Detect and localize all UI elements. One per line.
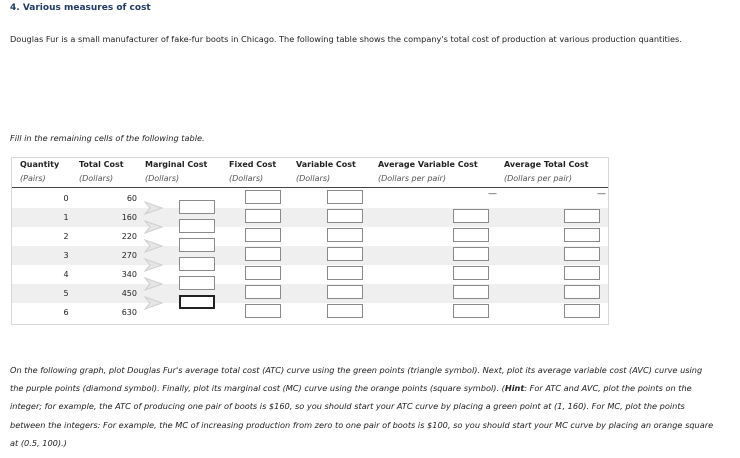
header-marginal-cost: Marginal Cost: [145, 160, 208, 169]
quantity-cell: 6: [63, 308, 69, 317]
total-cost-cell: 270: [121, 251, 137, 260]
section-title: 4. Various measures of cost: [10, 3, 151, 13]
table-row: [12, 284, 608, 303]
chevron-right-icon: [143, 257, 165, 273]
intro-text: Douglas Fur is a small manufacturer of fake-fur boots in Chicago. The following table shows the company's total cost of production at various production quantities.: [10, 34, 682, 44]
avc-input[interactable]: [453, 266, 489, 280]
total-cost-cell: 340: [121, 270, 137, 279]
unit-average-total-cost: (Dollars per pair): [504, 174, 572, 183]
atc-input[interactable]: [564, 285, 600, 299]
fixed-cost-input[interactable]: [245, 247, 281, 261]
variable-cost-input[interactable]: [327, 247, 363, 261]
marginal-cost-input[interactable]: [179, 276, 215, 290]
variable-cost-input[interactable]: [327, 209, 363, 223]
total-cost-cell: 60: [126, 194, 137, 203]
atc-input[interactable]: [564, 209, 600, 223]
total-cost-cell: 450: [121, 289, 137, 298]
quantity-cell: 0: [63, 194, 69, 203]
unit-total-cost: (Dollars): [79, 174, 114, 183]
variable-cost-input[interactable]: [327, 266, 363, 280]
avc-input[interactable]: [453, 285, 489, 299]
marginal-cost-input[interactable]: [179, 257, 215, 271]
avc-input[interactable]: [453, 247, 489, 261]
variable-cost-input[interactable]: [327, 304, 363, 318]
table-row: [12, 246, 608, 265]
table-instruction: Fill in the remaining cells of the following table.: [10, 133, 205, 143]
chevron-right-icon: [143, 295, 165, 311]
unit-fixed-cost: (Dollars): [229, 174, 264, 183]
total-cost-cell: 630: [121, 308, 137, 317]
marginal-cost-input-active[interactable]: [179, 295, 215, 309]
quantity-cell: 3: [63, 251, 69, 260]
avc-input[interactable]: [453, 228, 489, 242]
hint-label: Hint: [504, 383, 525, 394]
fixed-cost-input[interactable]: [245, 228, 281, 242]
chevron-right-icon: [143, 219, 165, 235]
total-cost-cell: 160: [121, 213, 137, 222]
header-fixed-cost: Fixed Cost: [229, 160, 277, 169]
quantity-cell: 4: [63, 270, 69, 279]
unit-variable-cost: (Dollars): [296, 174, 331, 183]
atc-input[interactable]: [564, 266, 600, 280]
avc-cell: —: [488, 189, 497, 199]
header-average-total-cost: Average Total Cost: [504, 160, 589, 169]
fixed-cost-input[interactable]: [245, 190, 281, 204]
avc-input[interactable]: [453, 304, 489, 318]
atc-input[interactable]: [564, 228, 600, 242]
quantity-cell: 5: [63, 289, 69, 298]
chevron-right-icon: [143, 238, 165, 254]
unit-quantity: (Pairs): [20, 174, 46, 183]
variable-cost-input[interactable]: [327, 190, 363, 204]
table-row: [12, 208, 608, 227]
graph-instructions-part1: On the following graph, plot Douglas Fur's average total cost (ATC) curve using the green points (triangle symbol). Next, plot its average variable cost (AVC) curve using the purple points (diamond symbol). Finally, plot its marginal cost (MC) curve using the orange points (square symbol). (: [10, 365, 703, 394]
quantity-cell: 2: [63, 232, 69, 241]
table-row: [12, 189, 608, 208]
header-quantity: Quantity: [20, 160, 60, 169]
header-total-cost: Total Cost: [79, 160, 124, 169]
fixed-cost-input[interactable]: [245, 285, 281, 299]
header-variable-cost: Variable Cost: [296, 160, 356, 169]
marginal-cost-input[interactable]: [179, 219, 215, 233]
fixed-cost-input[interactable]: [245, 266, 281, 280]
header-average-variable-cost: Average Variable Cost: [378, 160, 478, 169]
fixed-cost-input[interactable]: [245, 209, 281, 223]
chevron-right-icon: [143, 200, 165, 216]
avc-input[interactable]: [453, 209, 489, 223]
unit-marginal-cost: (Dollars): [145, 174, 180, 183]
marginal-cost-input[interactable]: [179, 238, 215, 252]
quantity-cell: 1: [63, 213, 69, 222]
variable-cost-input[interactable]: [327, 228, 363, 242]
cost-table: [11, 157, 609, 325]
total-cost-cell: 220: [121, 232, 137, 241]
graph-instructions: [10, 361, 714, 452]
variable-cost-input[interactable]: [327, 285, 363, 299]
graph-instructions-part2: : For ATC and AVC, plot the points on the integer; for example, the ATC of producing one pair of boots is $160, so you should start your ATC curve by placing a green point at (1, 160). For MC, plot the points between the integers: For example, the MC of increasing production from zero to one pair of boots is $100, so you should start your MC curve by placing an orange square at (0.5, 100).): [10, 383, 714, 448]
header-divider: [12, 187, 608, 188]
table-row: [12, 303, 608, 322]
atc-input[interactable]: [564, 247, 600, 261]
marginal-cost-input[interactable]: [179, 200, 215, 214]
chevron-right-icon: [143, 276, 165, 292]
atc-cell: —: [597, 189, 606, 199]
fixed-cost-input[interactable]: [245, 304, 281, 318]
atc-input[interactable]: [564, 304, 600, 318]
table-row: [12, 227, 608, 246]
unit-average-variable-cost: (Dollars per pair): [378, 174, 446, 183]
table-row: [12, 265, 608, 284]
